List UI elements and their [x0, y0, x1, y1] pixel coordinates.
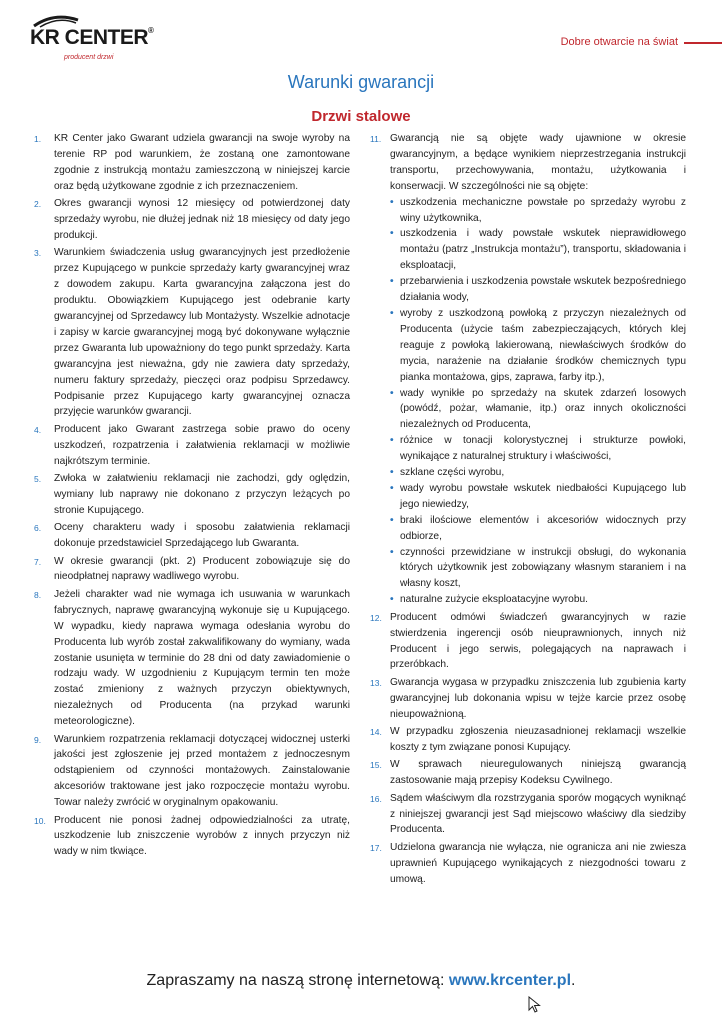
item-number: 12.: [370, 612, 382, 623]
warranty-item: [370, 791, 686, 839]
item-text: Jeżeli charakter wad nie wymaga ich usuwania w warunkach fabrycznych, naprawę gwarancyjną wykonuje się u Kupującego. W wypadku, kiedy naprawa wymaga odesłania wyrobu do Producenta lub wyrób został zakwalifikowany do wymiany, wada zostanie usunięta w terminie do 28 dni od daty zawiadomienie o rodzaju wady. W uzgodnieniu z Kupującym termin ten może zostać zmieniony z ważnych przyczyn obiektywnych, niezależnych od Producenta (na przykad warunki meteorologiczne).: [54, 588, 350, 728]
warranty-item: [370, 724, 686, 756]
exclusion-item: [390, 481, 686, 513]
warranty-item: [34, 131, 350, 195]
warranty-item: [370, 131, 686, 608]
item-text: KR Center jako Gwarant udziela gwarancji na swoje wyroby na terenie RP pod warunkiem, że zostaną one zamontowane zgodnie z instrukcją montażu zamieszczoną w niniejszej karcie oraz będą użytkowane zgodnie z ich przeznaczeniem.: [54, 133, 350, 192]
exclusion-text: przebarwienia i uszkodzenia powstałe wskutek bezpośredniego działania wody,: [400, 276, 686, 304]
brand-name: KR CENTER®: [30, 26, 154, 49]
item-number: 17.: [370, 842, 382, 853]
item-number: 8.: [34, 589, 42, 600]
item-number: 14.: [370, 727, 382, 738]
warranty-item: [34, 554, 350, 586]
item-text: Udzielona gwarancja nie wyłącza, nie ogranicza ani nie zwiesza uprawnień Kupującego wynikających z niezgodności towaru z umową.: [390, 841, 686, 885]
item-text: Producent nie ponosi żadnej odpowiedzialności za utratę, uszkodzenie lub zniszczenie wyrobów z innych przyczyn niż wady w nim tkwiące.: [54, 814, 350, 858]
column-right: [370, 131, 686, 889]
exclusion-item: [390, 226, 686, 274]
item-number: 13.: [370, 677, 382, 688]
exclusion-text: naturalne zużycie eksploatacyjne wyrobu.: [400, 594, 589, 606]
item-text: Warunkiem rozpatrzenia reklamacji dotyczącej widocznej usterki jakości jest zgłoszenie jej przed montażem z jednoczesnym odstąpieniem od czynności montażowych. Zainstalowanie akcesoriów traktowane jest jako rozpoczęcie montażu wyrobu. Towar należy zwrócić w oryginalnym opakowaniu.: [54, 733, 350, 809]
brand-logo: [30, 12, 160, 68]
mouse-cursor-icon: [528, 996, 542, 1014]
exclusion-text: czynności przewidziane w instrukcji obsługi, do wykonania których użytkownik jest zobowiązany własnym staraniem i na własny koszt,: [400, 546, 686, 590]
exclusion-text: uszkodzenia i wady powstałe wskutek nieprawidłowego montażu (patrz „Instrukcja montażu”), transportu, składowania i eksploatacji,: [400, 228, 686, 272]
tagline-divider: [684, 42, 722, 44]
warranty-item: [34, 245, 350, 420]
warranty-item: [34, 587, 350, 730]
item-number: 2.: [34, 199, 42, 210]
warranty-item: [34, 732, 350, 812]
item-number: 6.: [34, 523, 42, 534]
item-number: 9.: [34, 734, 42, 745]
bullet-icon: •: [390, 228, 394, 240]
website-link[interactable]: www.krcenter.pl: [448, 972, 572, 989]
item-text: Gwarancją nie są objęte wady ujawnione w okresie gwarancyjnym, a będące wynikiem nieprzestrzegania instrukcji transportu, przechowywania, montażu, użytkowania i konserwacji. W szczególności nie są objęte:: [390, 133, 686, 192]
bullet-icon: •: [390, 594, 394, 606]
warranty-item: [370, 840, 686, 888]
item-number: 10.: [34, 815, 46, 826]
item-text: Okres gwarancji wynosi 12 miesięcy od potwierdzonej daty sprzedaży wyrobu, nie dłużej jednak niż 18 miesięcy od daty jego produkcji.: [54, 198, 350, 241]
bullet-icon: •: [390, 435, 394, 447]
bullet-icon: •: [390, 387, 394, 399]
exclusion-text: braki ilościowe elementów i akcesoriów widocznych przy odbiorze,: [400, 514, 686, 542]
bullet-icon: •: [390, 307, 394, 319]
warranty-item: [34, 196, 350, 244]
exclusion-item: [390, 386, 686, 434]
item-number: 16.: [370, 793, 382, 804]
warranty-item: [34, 813, 350, 861]
bullet-icon: •: [390, 467, 394, 479]
item-text: Producent jako Gwarant zastrzega sobie prawo do oceny uszkodzeń, rozpatrzenia i załatwienia reklamacji w możliwie najkrótszym terminie.: [54, 423, 350, 467]
exclusion-item: [390, 465, 686, 481]
item-text: W okresie gwarancji (pkt. 2) Producent zobowiązuje się do nieodpłatnej naprawy wadliwego wyrobu.: [54, 555, 350, 583]
exclusion-item: [390, 274, 686, 306]
column-left: [34, 131, 350, 862]
footer-end: .: [571, 972, 576, 989]
exclusion-text: wady wynikłe po sprzedaży na skutek zdarzeń losowych (powódź, pożar, włamanie, itp.) oraz innych okoliczności niezależnych od Producenta,: [400, 387, 686, 431]
bullet-icon: •: [390, 196, 394, 208]
exclusion-item: [390, 545, 686, 593]
exclusion-item: [390, 195, 686, 227]
item-text: Oceny charakteru wady i sposobu załatwienia reklamacji dokonuje przedstawiciel Sprzedającego lub Gwaranta.: [54, 522, 350, 550]
bullet-icon: •: [390, 514, 394, 526]
item-text: Producent odmówi świadczeń gwarancyjnych w razie stwierdzenia ingerencji osób nieuprawnionych, innych niż Producent i jego serwis, polegających na naprawach i przeróbkach.: [390, 611, 686, 671]
footer: [0, 972, 722, 990]
warranty-item: [34, 471, 350, 519]
item-text: Zwłoka w załatwieniu reklamacji nie zachodzi, gdy oględzin, wymiany lub naprawy nie dokonano z przyczyn leżących po stronie Kupującego.: [54, 473, 350, 516]
exclusion-item: [390, 306, 686, 386]
exclusion-text: uszkodzenia mechaniczne powstałe po sprzedaży wyrobu z winy użytkownika,: [400, 196, 686, 224]
item-number: 5.: [34, 474, 42, 485]
item-number: 7.: [34, 556, 42, 567]
item-text: Gwarancja wygasa w przypadku zniszczenia lub zgubienia karty gwarancyjnej lub dokonania wpisu w tejże karcie przez osobę nieupoważnioną.: [390, 676, 686, 720]
warranty-item: [370, 757, 686, 789]
item-number: 4.: [34, 424, 42, 435]
brand-tagline: Dobre otwarcie na świat: [560, 36, 678, 48]
warranty-item: [34, 422, 350, 470]
exclusion-item: [390, 433, 686, 465]
item-text: Sądem właściwym dla rozstrzygania sporów mogących wyniknąć z niniejszej gwarancji jest Sąd miejscowo właściwy dla siedziby Producenta.: [390, 792, 686, 836]
page-subtitle: Drzwi stalowe: [311, 108, 411, 125]
bullet-icon: •: [390, 482, 394, 494]
item-number: 1.: [34, 134, 42, 144]
warranty-item: [34, 520, 350, 552]
exclusion-text: wyroby z uszkodzoną powłoką z przyczyn niezależnych od Producenta (użycie taśm zabezpieczających, których klej reaguje z powłoką lakierowaną, niewłaściwych środków do mycia, narażenie na działanie środków chemicznych typu pianka montażowa, gips, zaprawa, farby itp.),: [400, 307, 686, 383]
item-text: W przypadku zgłoszenia nieuzasadnionej reklamacji wszelkie koszty z tym związane ponosi Kupujący.: [390, 726, 686, 753]
brand-subtitle: producent drzwi: [64, 54, 114, 61]
exclusion-text: różnice w tonacji kolorystycznej i strukturze powłoki, wynikające z naturalnej struktury i właściwości,: [400, 435, 686, 463]
footer-text: Zapraszamy na naszą stronę internetową:: [146, 972, 449, 989]
exclusion-item: [390, 513, 686, 545]
bullet-icon: •: [390, 546, 394, 558]
exclusion-list: [390, 195, 686, 609]
warranty-item: [370, 675, 686, 723]
item-number: 11.: [370, 134, 382, 144]
item-text: W sprawach nieuregulowanych niniejszą gwarancją zastosowanie mają przepisy Kodeksu Cywilnego.: [390, 759, 686, 787]
page-title: Warunki gwarancji: [287, 72, 435, 92]
item-number: 3.: [34, 248, 42, 259]
warranty-item: [370, 610, 686, 674]
bullet-icon: •: [390, 276, 394, 288]
exclusion-text: wady wyrobu powstałe wskutek niedbałości Kupującego lub jego niewiedzy,: [400, 482, 686, 510]
item-number: 15.: [370, 760, 382, 771]
exclusion-text: szklane części wyrobu,: [400, 467, 505, 479]
exclusion-item: [390, 592, 686, 608]
item-text: Warunkiem świadczenia usług gwarancyjnych jest przedłożenie przez Kupującego w punkcie sprzedaży karty gwarancyjnej wraz z dowodem zakupu. Karta gwarancyjna załączona jest do produktu. Obowiązkiem Kupującego jest odebranie karty gwarancyjnej od Sprzedawcy lub Montażysty. Wszelkie adnotacje i zapisy w karcie gwarancyjnej mogą być dokonywane wyłącznie przez Gwaranta lub upoważniony do tego punkt sprzedaży. Karta gwarancyjna jest nieważna, gdy nie zawiera daty sprzedaży, numeru faktury sprzedaży, pieczęci oraz podpisu Sprzedawcy. Podpisanie przez Kupującego karty gwarancyjnej oznacza przyjęcie warunków gwarancji.: [54, 247, 350, 418]
